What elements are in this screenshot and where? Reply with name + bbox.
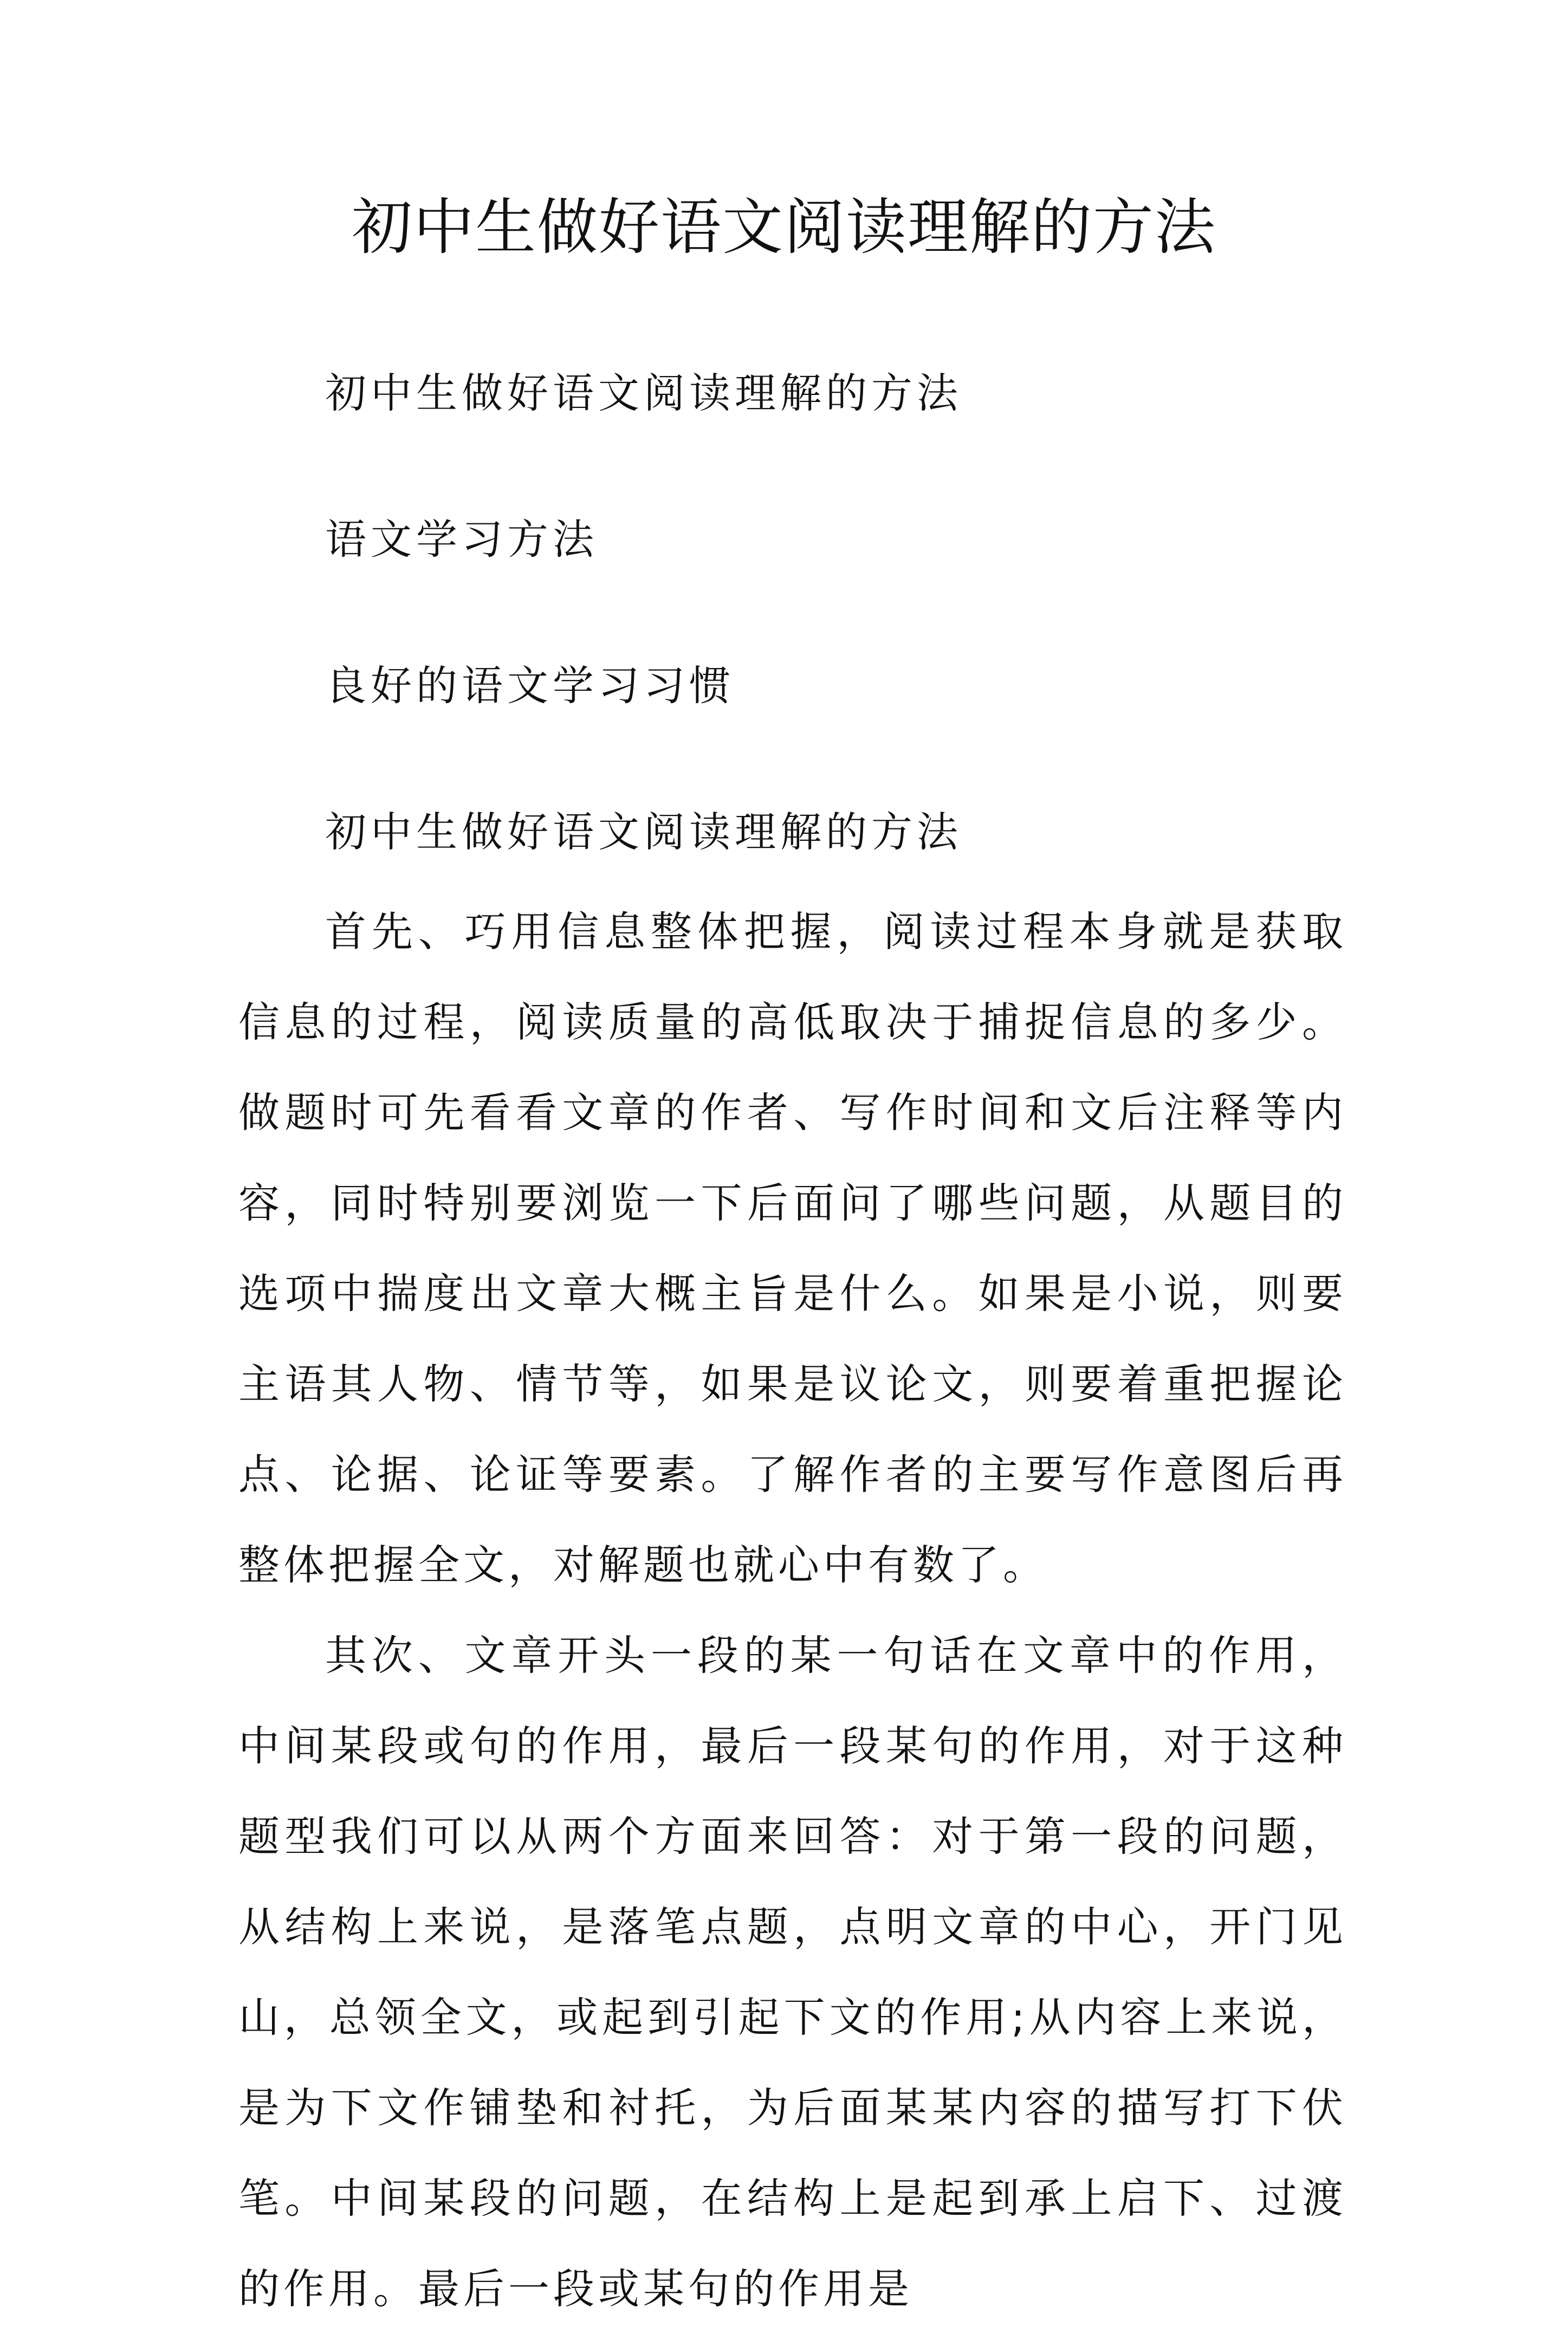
paragraph-1: 首先、巧用信息整体把握，阅读过程本身就是获取信息的过程，阅读质量的高低取决于捕捉信息的多少。做题时可先看看文章的作者、写作时间和文后注释等内容，同时特别要浏览一下后面问了哪些问题，从题目的选项中揣度出文章大概主旨是什么。如果是小说，则要主语其人物、情节等，如果是议论文，则要着重把握论点、论据、论证等要素。了解作者的主要写作意图后再整体把握全文，对解题也就心中有数了。 — [238, 907, 1347, 1589]
subheading-1: 初中生做好语文阅读理解的方法 — [325, 369, 962, 417]
subheading-2: 语文学习方法 — [325, 515, 598, 563]
paragraph-2: 其次、文章开头一段的某一句话在文章中的作用，中间某段或句的作用，最后一段某句的作用，对于这种题型我们可以从两个方面来回答：对于第一段的问题，从结构上来说，是落笔点题，点明文章的中心，开门见山，总领全文，或起到引起下文的作用;从内容上来说，是为下文作铺垫和衬托，为后面某某内容的描写打下伏笔。中间某段的问题，在结构上是起到承上启下、过渡的作用。最后一段或某句的作用是 — [238, 1631, 1347, 2313]
document-title: 初中生做好语文阅读理解的方法 — [352, 192, 1216, 263]
document-body — [238, 886, 1347, 2334]
subheading-3: 良好的语文学习习惯 — [325, 662, 735, 710]
subheading-4: 初中生做好语文阅读理解的方法 — [325, 808, 962, 856]
